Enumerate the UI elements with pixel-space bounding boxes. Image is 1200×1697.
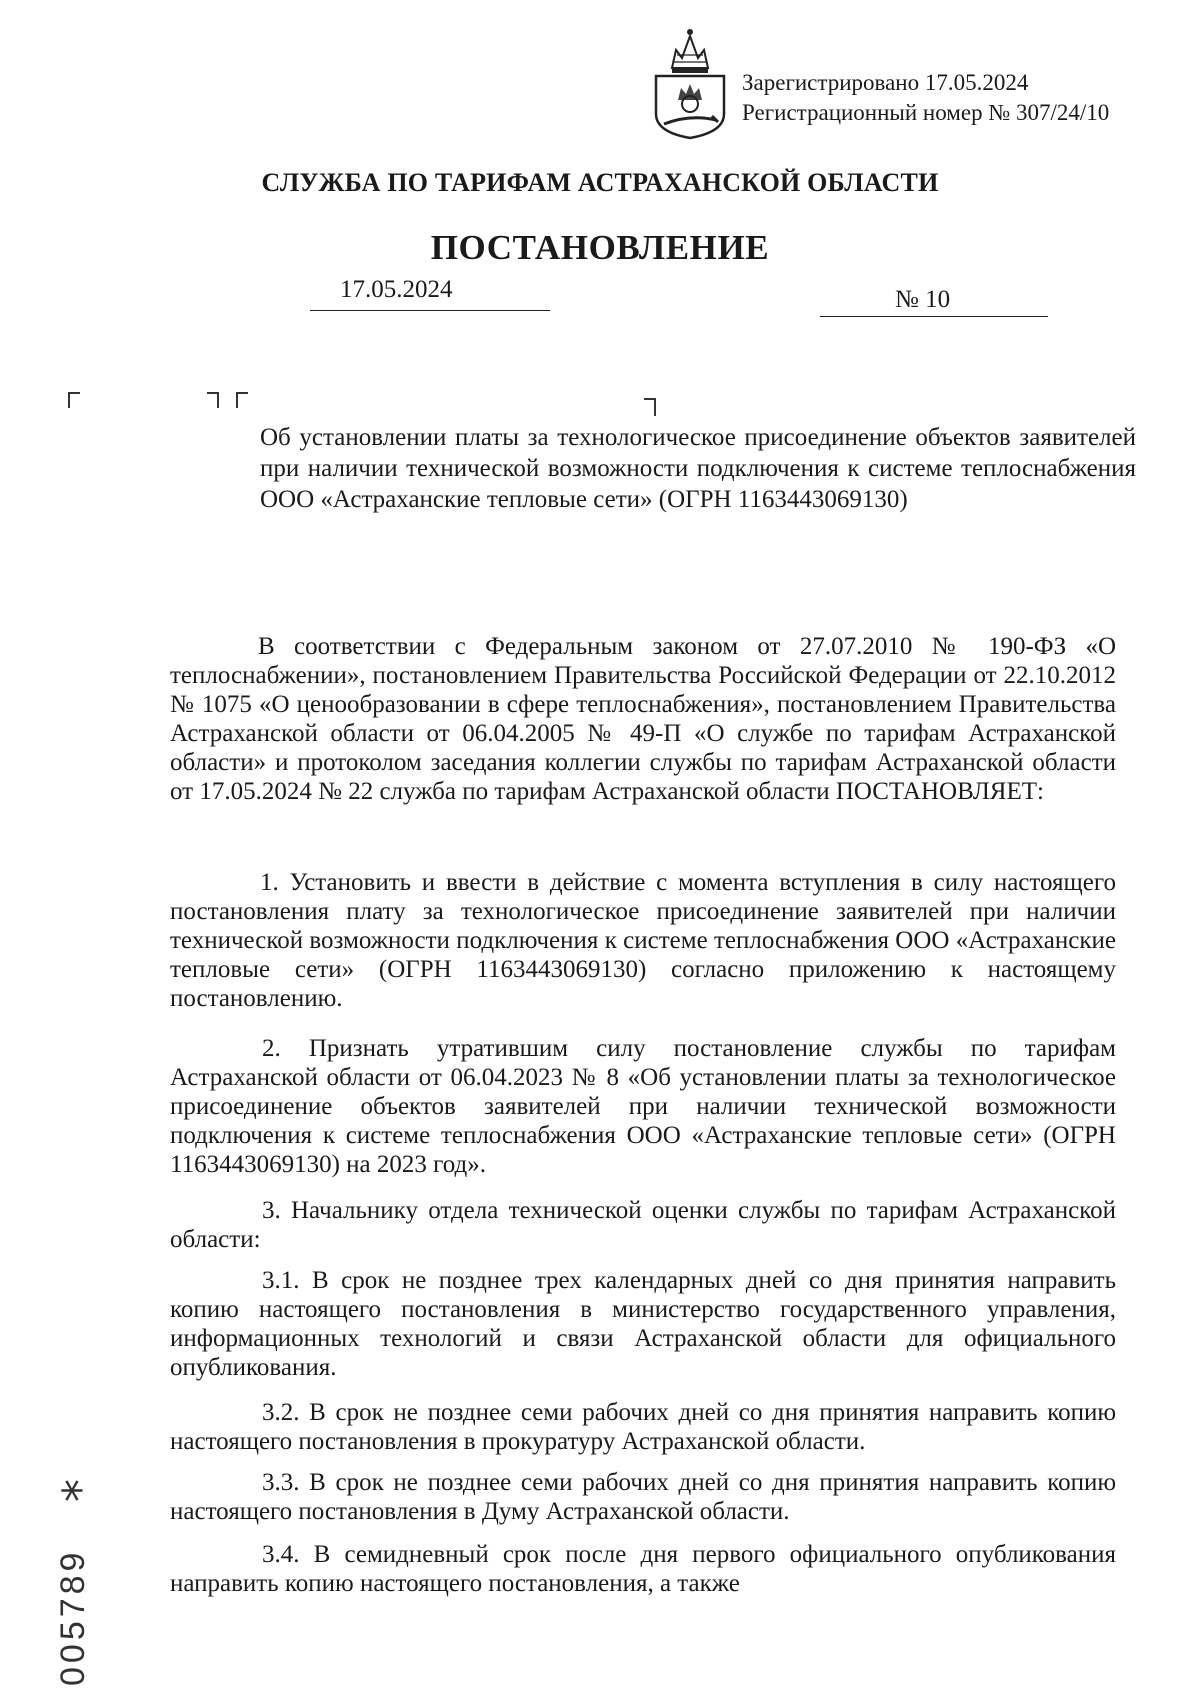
coat-of-arms-emblem xyxy=(650,22,730,140)
item-3-3-paragraph xyxy=(170,1468,1116,1526)
margin-serial-number: 005789 xyxy=(54,1548,92,1686)
margin-serial-stamp xyxy=(18,1440,108,1690)
item-3-1-paragraph xyxy=(170,1266,1116,1382)
registration-date-line: Зарегистрировано 17.05.2024 xyxy=(742,70,1029,95)
corner-mark-center-right xyxy=(236,392,248,408)
preamble-text: В соответствии с Федеральным законом от 27.07.2010 № 190-ФЗ «О теплоснабжении», постановлением Правительства Российской Федерации от 22.10.2012 № 1075 «О ценообразовании в сфере теплоснабжения», постановлением Правительства Астраханской области от 06.04.2005 № 49-П «О службе по тарифам Астраханской области» и протоколом заседания коллегии службы по тарифам Астраханской области от 17.05.2024 № 22 служба по тарифам Астраханской области ПОСТАНОВЛЯЕТ: xyxy=(170,633,1116,805)
item-3-3-text: 3.3. В срок не позднее семи рабочих дней со дня принятия направить копию настоящего постановления в Думу Астраханской области. xyxy=(170,1469,1116,1525)
document-date: 17.05.2024 xyxy=(340,276,453,303)
document-number: № 10 xyxy=(895,286,951,313)
margin-asterisk: * xyxy=(53,1479,107,1502)
agency-name: СЛУЖБА ПО ТАРИФАМ АСТРАХАНСКОЙ ОБЛАСТИ xyxy=(261,168,939,197)
document-type-title: ПОСТАНОВЛЕНИЕ xyxy=(430,228,770,267)
item-2-paragraph xyxy=(170,1034,1116,1179)
item-1-paragraph xyxy=(170,868,1116,1013)
preamble-paragraph xyxy=(170,632,1116,806)
item-3-text: 3. Начальнику отдела технической оценки службы по тарифам Астраханской области: xyxy=(170,1197,1116,1253)
document-subject: Об установлении платы за технологическое присоединение объектов заявителей при наличии технической возможности подключения к системе теплоснабжения ООО «Астраханские тепловые сети» (ОГРН 1163443069130) xyxy=(260,424,1136,513)
item-3-2-text: 3.2. В срок не позднее семи рабочих дней со дня принятия направить копию настоящего постановления в прокуратуру Астраханской области. xyxy=(170,1399,1116,1455)
item-3-1-text: 3.1. В срок не позднее трех календарных дней со дня принятия направить копию настоящего постановления в министерство государственного управления, информационных технологий и связи Астраханской области для официального опубликования. xyxy=(170,1267,1116,1381)
corner-mark-left xyxy=(68,392,80,408)
item-3-2-paragraph xyxy=(170,1398,1116,1456)
date-underline xyxy=(310,310,550,311)
registration-number-line: Регистрационный номер № 307/24/10 xyxy=(742,100,1110,125)
corner-mark-center-left xyxy=(207,392,219,408)
corner-mark-right xyxy=(644,398,656,416)
item-3-paragraph xyxy=(170,1196,1116,1254)
item-3-4-text: 3.4. В семидневный срок после дня первого официального опубликования направить копию настоящего постановления, а также xyxy=(170,1541,1116,1597)
item-2-text: 2. Признать утратившим силу постановление службы по тарифам Астраханской области от 06.04.2023 № 8 «Об установлении платы за технологическое присоединение объектов заявителей при наличии технической возможности подключения к системе теплоснабжения ООО «Астраханские тепловые сети» (ОГРН 1163443069130) на 2023 год». xyxy=(170,1035,1116,1178)
number-underline xyxy=(820,316,1048,317)
item-1-text: 1. Установить и ввести в действие с момента вступления в силу настоящего постановления плату за технологическое присоединение заявителей при наличии технической возможности подключения к системе теплоснабжения ООО «Астраханские тепловые сети» (ОГРН 1163443069130) согласно приложению к настоящему постановлению. xyxy=(170,869,1116,1012)
item-3-4-paragraph xyxy=(170,1540,1116,1598)
